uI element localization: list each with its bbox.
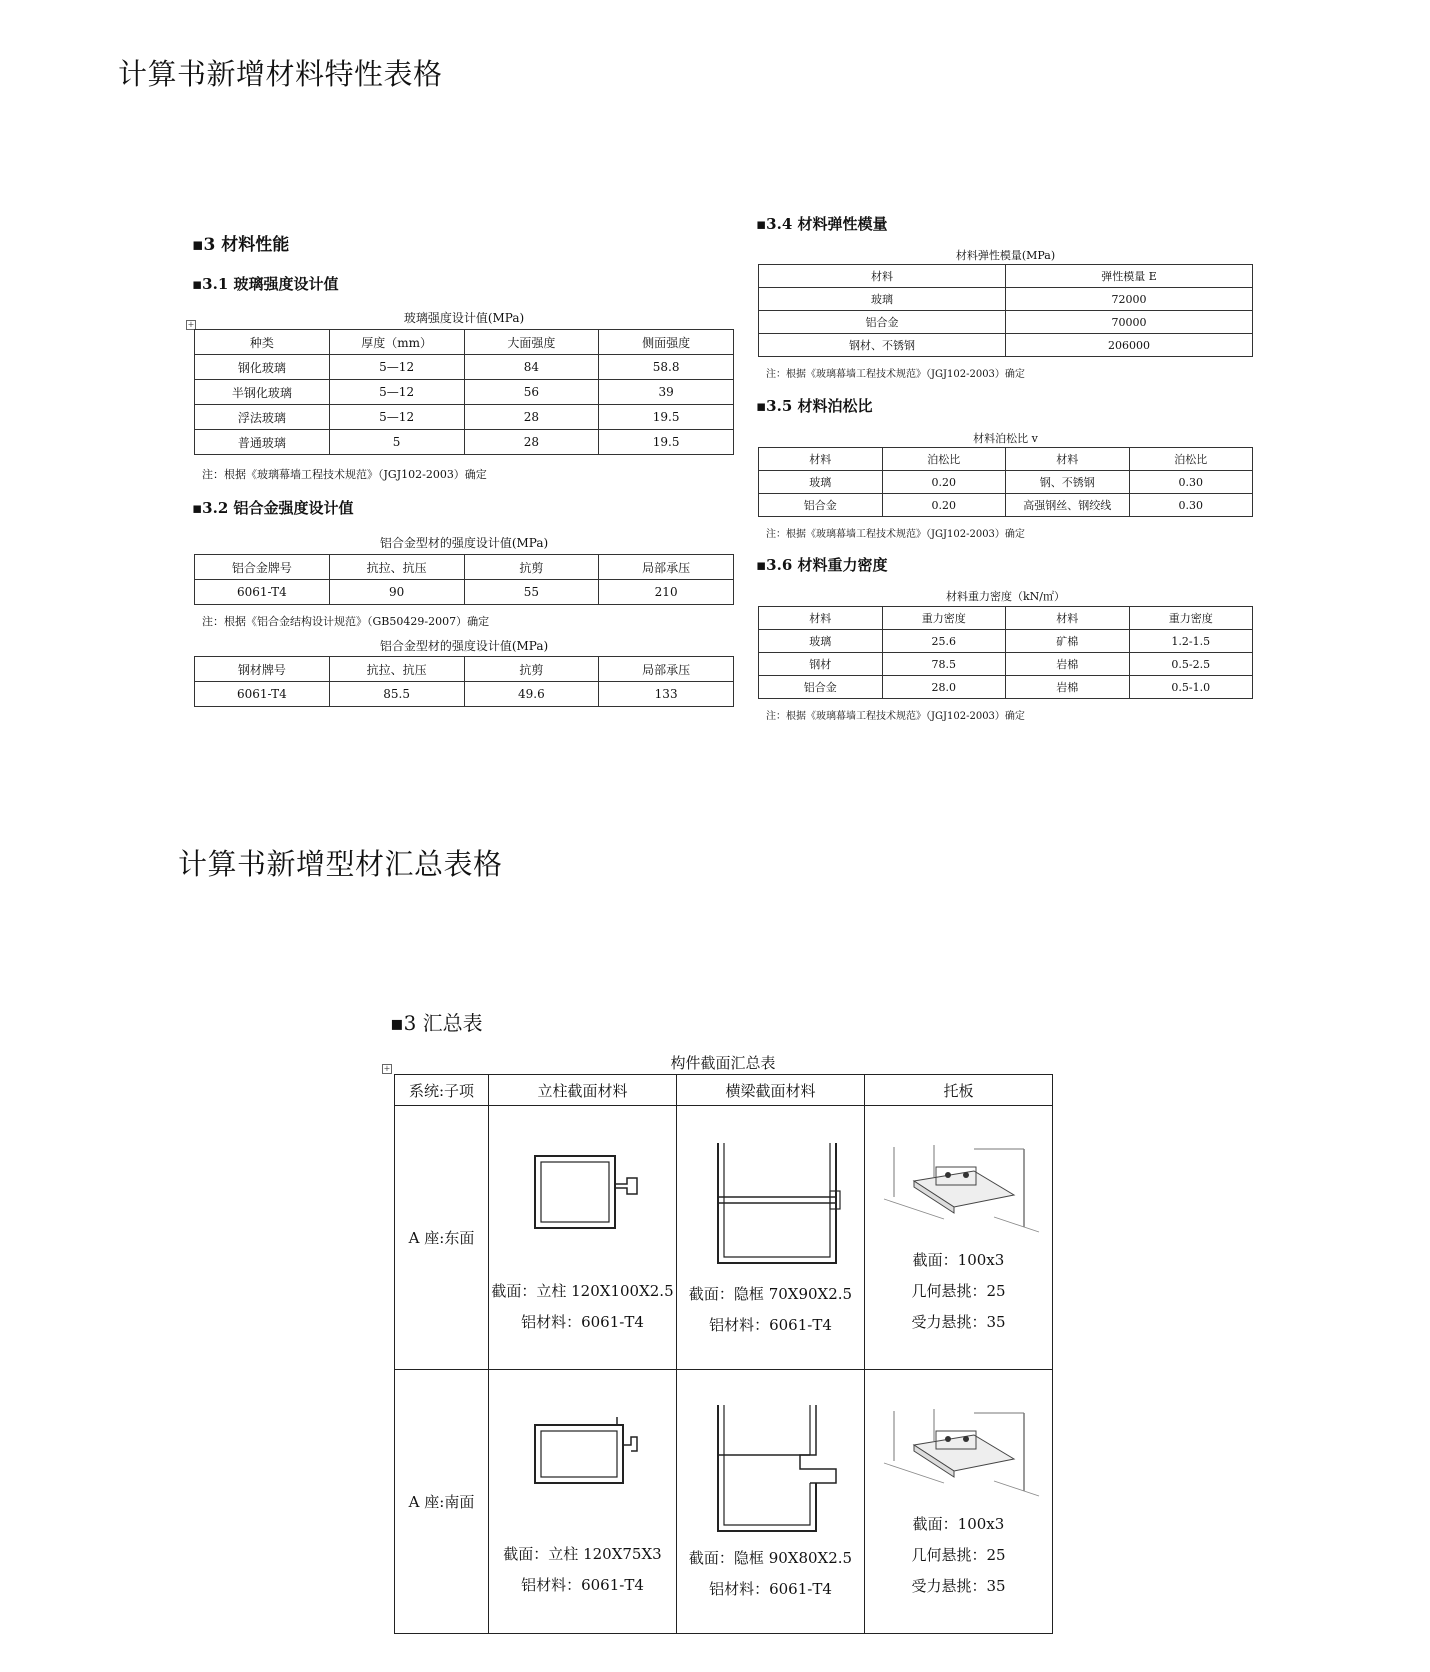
table-cell: 28 xyxy=(464,430,599,455)
beam-profile-drawing xyxy=(696,1135,846,1275)
elastic-table-note: 注：根据《玻璃幕墙工程技术规范》（JGJ102-2003）确定 xyxy=(766,369,1025,380)
heading-3-4: ▪3.4 材料弹性模量 xyxy=(756,215,888,233)
table-header-row xyxy=(759,448,1253,471)
plate-force-cantilever-text: 受力悬挑：35 xyxy=(911,1313,1006,1331)
table-header-cell: 横梁截面材料 xyxy=(677,1075,865,1106)
column-section-text: 截面：立柱 120X75X3 xyxy=(503,1544,662,1563)
table-cell: 铝合金 xyxy=(759,676,883,699)
support-plate-drawing xyxy=(874,1137,1044,1237)
table-cell: 49.6 xyxy=(464,682,599,707)
table-cell: 铝合金 xyxy=(759,494,883,517)
plate-geo-cantilever-text: 几何悬挑：25 xyxy=(911,1546,1006,1564)
table-cell: 玻璃 xyxy=(759,471,883,494)
table-cell: 19.5 xyxy=(599,430,734,455)
table-cell: 58.8 xyxy=(599,355,734,380)
table-header-cell: 钢材牌号 xyxy=(195,657,330,682)
aluminum-strength-table-2 xyxy=(194,656,734,707)
heading-3-1: ▪3.1 玻璃强度设计值 xyxy=(192,275,339,293)
table-cell: 39 xyxy=(599,380,734,405)
table-row xyxy=(395,1370,1053,1634)
heading-3-6: ▪3.6 材料重力密度 xyxy=(756,556,888,574)
table-header-row xyxy=(195,555,734,580)
heading-3-2: ▪3.2 铝合金强度设计值 xyxy=(192,499,354,517)
beam-profile-drawing xyxy=(696,1399,846,1539)
table-header-cell: 材料 xyxy=(1006,448,1130,471)
beam-material-text: 铝材料：6061-T4 xyxy=(709,1315,832,1334)
beam-cell xyxy=(677,1370,865,1634)
table-header-cell: 系统:子项 xyxy=(395,1075,489,1106)
table-cell: 19.5 xyxy=(599,405,734,430)
table-header-cell: 材料 xyxy=(759,448,883,471)
heading-3-material-properties: ▪3 材料性能 xyxy=(192,235,290,255)
table-cell: 72000 xyxy=(1006,288,1253,311)
table-row xyxy=(759,494,1253,517)
plate-cell xyxy=(865,1106,1053,1370)
glass-table-note: 注：根据《玻璃幕墙工程技术规范》（JGJ102-2003）确定 xyxy=(202,468,487,481)
table-row xyxy=(759,653,1253,676)
table-cell: 206000 xyxy=(1006,334,1253,357)
table-cell: 90 xyxy=(329,580,464,605)
table-header-cell: 种类 xyxy=(195,330,330,355)
plate-section-text: 截面：100x3 xyxy=(912,1515,1005,1533)
poisson-ratio-table xyxy=(758,447,1253,517)
table-cell: 0.30 xyxy=(1129,494,1253,517)
table-header-row xyxy=(759,607,1253,630)
table-cell: 矿棉 xyxy=(1006,630,1130,653)
alu-table-note: 注：根据《铝合金结构设计规范》（GB50429-2007）确定 xyxy=(202,615,490,628)
table-cell: 0.5-1.0 xyxy=(1129,676,1253,699)
density-table-note: 注：根据《玻璃幕墙工程技术规范》（JGJ102-2003）确定 xyxy=(766,711,1025,722)
table-row xyxy=(759,311,1253,334)
table-row xyxy=(759,334,1253,357)
table-cell: 钢材、不锈钢 xyxy=(759,334,1006,357)
table-cell: 84 xyxy=(464,355,599,380)
table-cell: 高强钢丝、钢绞线 xyxy=(1006,494,1130,517)
glass-strength-table xyxy=(194,329,734,455)
elastic-table-caption: 材料弹性模量(MPa) xyxy=(955,249,1056,262)
table-cell: 玻璃 xyxy=(759,288,1006,311)
table-header-cell: 弹性模量 E xyxy=(1006,265,1253,288)
table-row xyxy=(759,471,1253,494)
plate-section-text: 截面：100x3 xyxy=(912,1251,1005,1269)
table-header-cell: 厚度（mm） xyxy=(329,330,464,355)
table-header-cell: 泊松比 xyxy=(1129,448,1253,471)
poisson-table-caption: 材料泊松比 v xyxy=(973,432,1038,445)
plate-geo-cantilever-text: 几何悬挑：25 xyxy=(911,1282,1006,1300)
table-cell: 70000 xyxy=(1006,311,1253,334)
poisson-table-note: 注：根据《玻璃幕墙工程技术规范》（JGJ102-2003）确定 xyxy=(766,529,1025,540)
table-header-cell: 抗剪 xyxy=(464,555,599,580)
table-row xyxy=(195,380,734,405)
section-summary-table xyxy=(394,1074,1053,1634)
table-cell: 0.5-2.5 xyxy=(1129,653,1253,676)
beam-cell xyxy=(677,1106,865,1370)
table-header-cell: 抗拉、抗压 xyxy=(329,555,464,580)
glass-table-caption: 玻璃强度设计值(MPa) xyxy=(403,311,525,325)
table-cell: 56 xyxy=(464,380,599,405)
table-cell: 210 xyxy=(599,580,734,605)
table-header-cell: 材料 xyxy=(1006,607,1130,630)
support-plate-drawing xyxy=(874,1401,1044,1501)
table-cell: 岩棉 xyxy=(1006,653,1130,676)
table-header-cell: 重力密度 xyxy=(882,607,1006,630)
table-cell: 5—12 xyxy=(329,405,464,430)
elastic-modulus-table xyxy=(758,264,1253,357)
table-cell: 25.6 xyxy=(882,630,1006,653)
table-row xyxy=(195,580,734,605)
table-cell: 6061-T4 xyxy=(195,580,330,605)
table-header-cell: 材料 xyxy=(759,265,1006,288)
table-cell: 0.30 xyxy=(1129,471,1253,494)
table-cell: 55 xyxy=(464,580,599,605)
table-row xyxy=(195,430,734,455)
density-table-caption: 材料重力密度（kN/㎡） xyxy=(946,590,1065,603)
table-header-row xyxy=(759,265,1253,288)
table-header-cell: 立柱截面材料 xyxy=(489,1075,677,1106)
table-cell: 岩棉 xyxy=(1006,676,1130,699)
table-cell: 85.5 xyxy=(329,682,464,707)
table-row xyxy=(395,1106,1053,1370)
table-row xyxy=(759,288,1253,311)
table-header-cell: 抗剪 xyxy=(464,657,599,682)
table-cell: 半钢化玻璃 xyxy=(195,380,330,405)
column-material-text: 铝材料：6061-T4 xyxy=(521,1312,644,1331)
table-header-cell: 铝合金牌号 xyxy=(195,555,330,580)
aluminum-strength-table-1 xyxy=(194,554,734,605)
table-cell: 0.20 xyxy=(882,471,1006,494)
table-header-cell: 大面强度 xyxy=(464,330,599,355)
table-cell: 28.0 xyxy=(882,676,1006,699)
beam-material-text: 铝材料：6061-T4 xyxy=(709,1579,832,1598)
table-cell: 钢、不锈钢 xyxy=(1006,471,1130,494)
table-anchor-icon: + xyxy=(187,320,195,329)
table-cell: 铝合金 xyxy=(759,311,1006,334)
system-cell: A 座:南面 xyxy=(395,1370,489,1634)
table-cell: 6061-T4 xyxy=(195,682,330,707)
table-cell: 5—12 xyxy=(329,380,464,405)
table-cell: 玻璃 xyxy=(759,630,883,653)
table-cell: 0.20 xyxy=(882,494,1006,517)
table-cell: 浮法玻璃 xyxy=(195,405,330,430)
system-cell: A 座:东面 xyxy=(395,1106,489,1370)
summary-table-caption: 构件截面汇总表 xyxy=(670,1054,776,1072)
table-header-cell: 抗拉、抗压 xyxy=(329,657,464,682)
table-header-cell: 侧面强度 xyxy=(599,330,734,355)
table-header-row xyxy=(195,330,734,355)
column-section-text: 截面：立柱 120X100X2.5 xyxy=(491,1281,674,1300)
table-header-cell: 材料 xyxy=(759,607,883,630)
column-cell xyxy=(489,1370,677,1634)
table-row xyxy=(195,355,734,380)
table-cell: 5 xyxy=(329,430,464,455)
table-header-cell: 托板 xyxy=(865,1075,1053,1106)
column-material-text: 铝材料：6061-T4 xyxy=(521,1575,644,1594)
alu-table-2-caption: 铝合金型材的强度设计值(MPa) xyxy=(379,639,549,653)
beam-section-text: 截面：隐框 90X80X2.5 xyxy=(688,1548,853,1567)
table-row xyxy=(759,630,1253,653)
table-cell: 钢材 xyxy=(759,653,883,676)
table-cell: 钢化玻璃 xyxy=(195,355,330,380)
table-header-row xyxy=(395,1075,1053,1106)
alu-table-1-caption: 铝合金型材的强度设计值(MPa) xyxy=(379,536,549,550)
table-cell: 78.5 xyxy=(882,653,1006,676)
table-header-cell: 局部承压 xyxy=(599,555,734,580)
table-cell: 28 xyxy=(464,405,599,430)
table-anchor-icon: + xyxy=(383,1064,391,1073)
table-row xyxy=(195,682,734,707)
gravity-density-table xyxy=(758,606,1253,699)
column-cell xyxy=(489,1106,677,1370)
table-header-cell: 重力密度 xyxy=(1129,607,1253,630)
table-header-cell: 泊松比 xyxy=(882,448,1006,471)
column-profile-drawing xyxy=(513,1403,653,1503)
table-header-row xyxy=(195,657,734,682)
plate-cell xyxy=(865,1370,1053,1634)
plate-force-cantilever-text: 受力悬挑：35 xyxy=(911,1577,1006,1595)
heading-3-5: ▪3.5 材料泊松比 xyxy=(756,397,873,415)
table-header-cell: 局部承压 xyxy=(599,657,734,682)
table-row xyxy=(759,676,1253,699)
beam-section-text: 截面：隐框 70X90X2.5 xyxy=(688,1284,853,1303)
heading-3-summary: ▪3 汇总表 xyxy=(390,1011,483,1035)
column-profile-drawing xyxy=(513,1138,653,1248)
table-cell: 普通玻璃 xyxy=(195,430,330,455)
table-row xyxy=(195,405,734,430)
table-cell: 1.2-1.5 xyxy=(1129,630,1253,653)
table-cell: 133 xyxy=(599,682,734,707)
page-title-profiles: 计算书新增型材汇总表格 xyxy=(178,847,503,881)
page-title-materials: 计算书新增材料特性表格 xyxy=(118,57,443,91)
table-cell: 5—12 xyxy=(329,355,464,380)
